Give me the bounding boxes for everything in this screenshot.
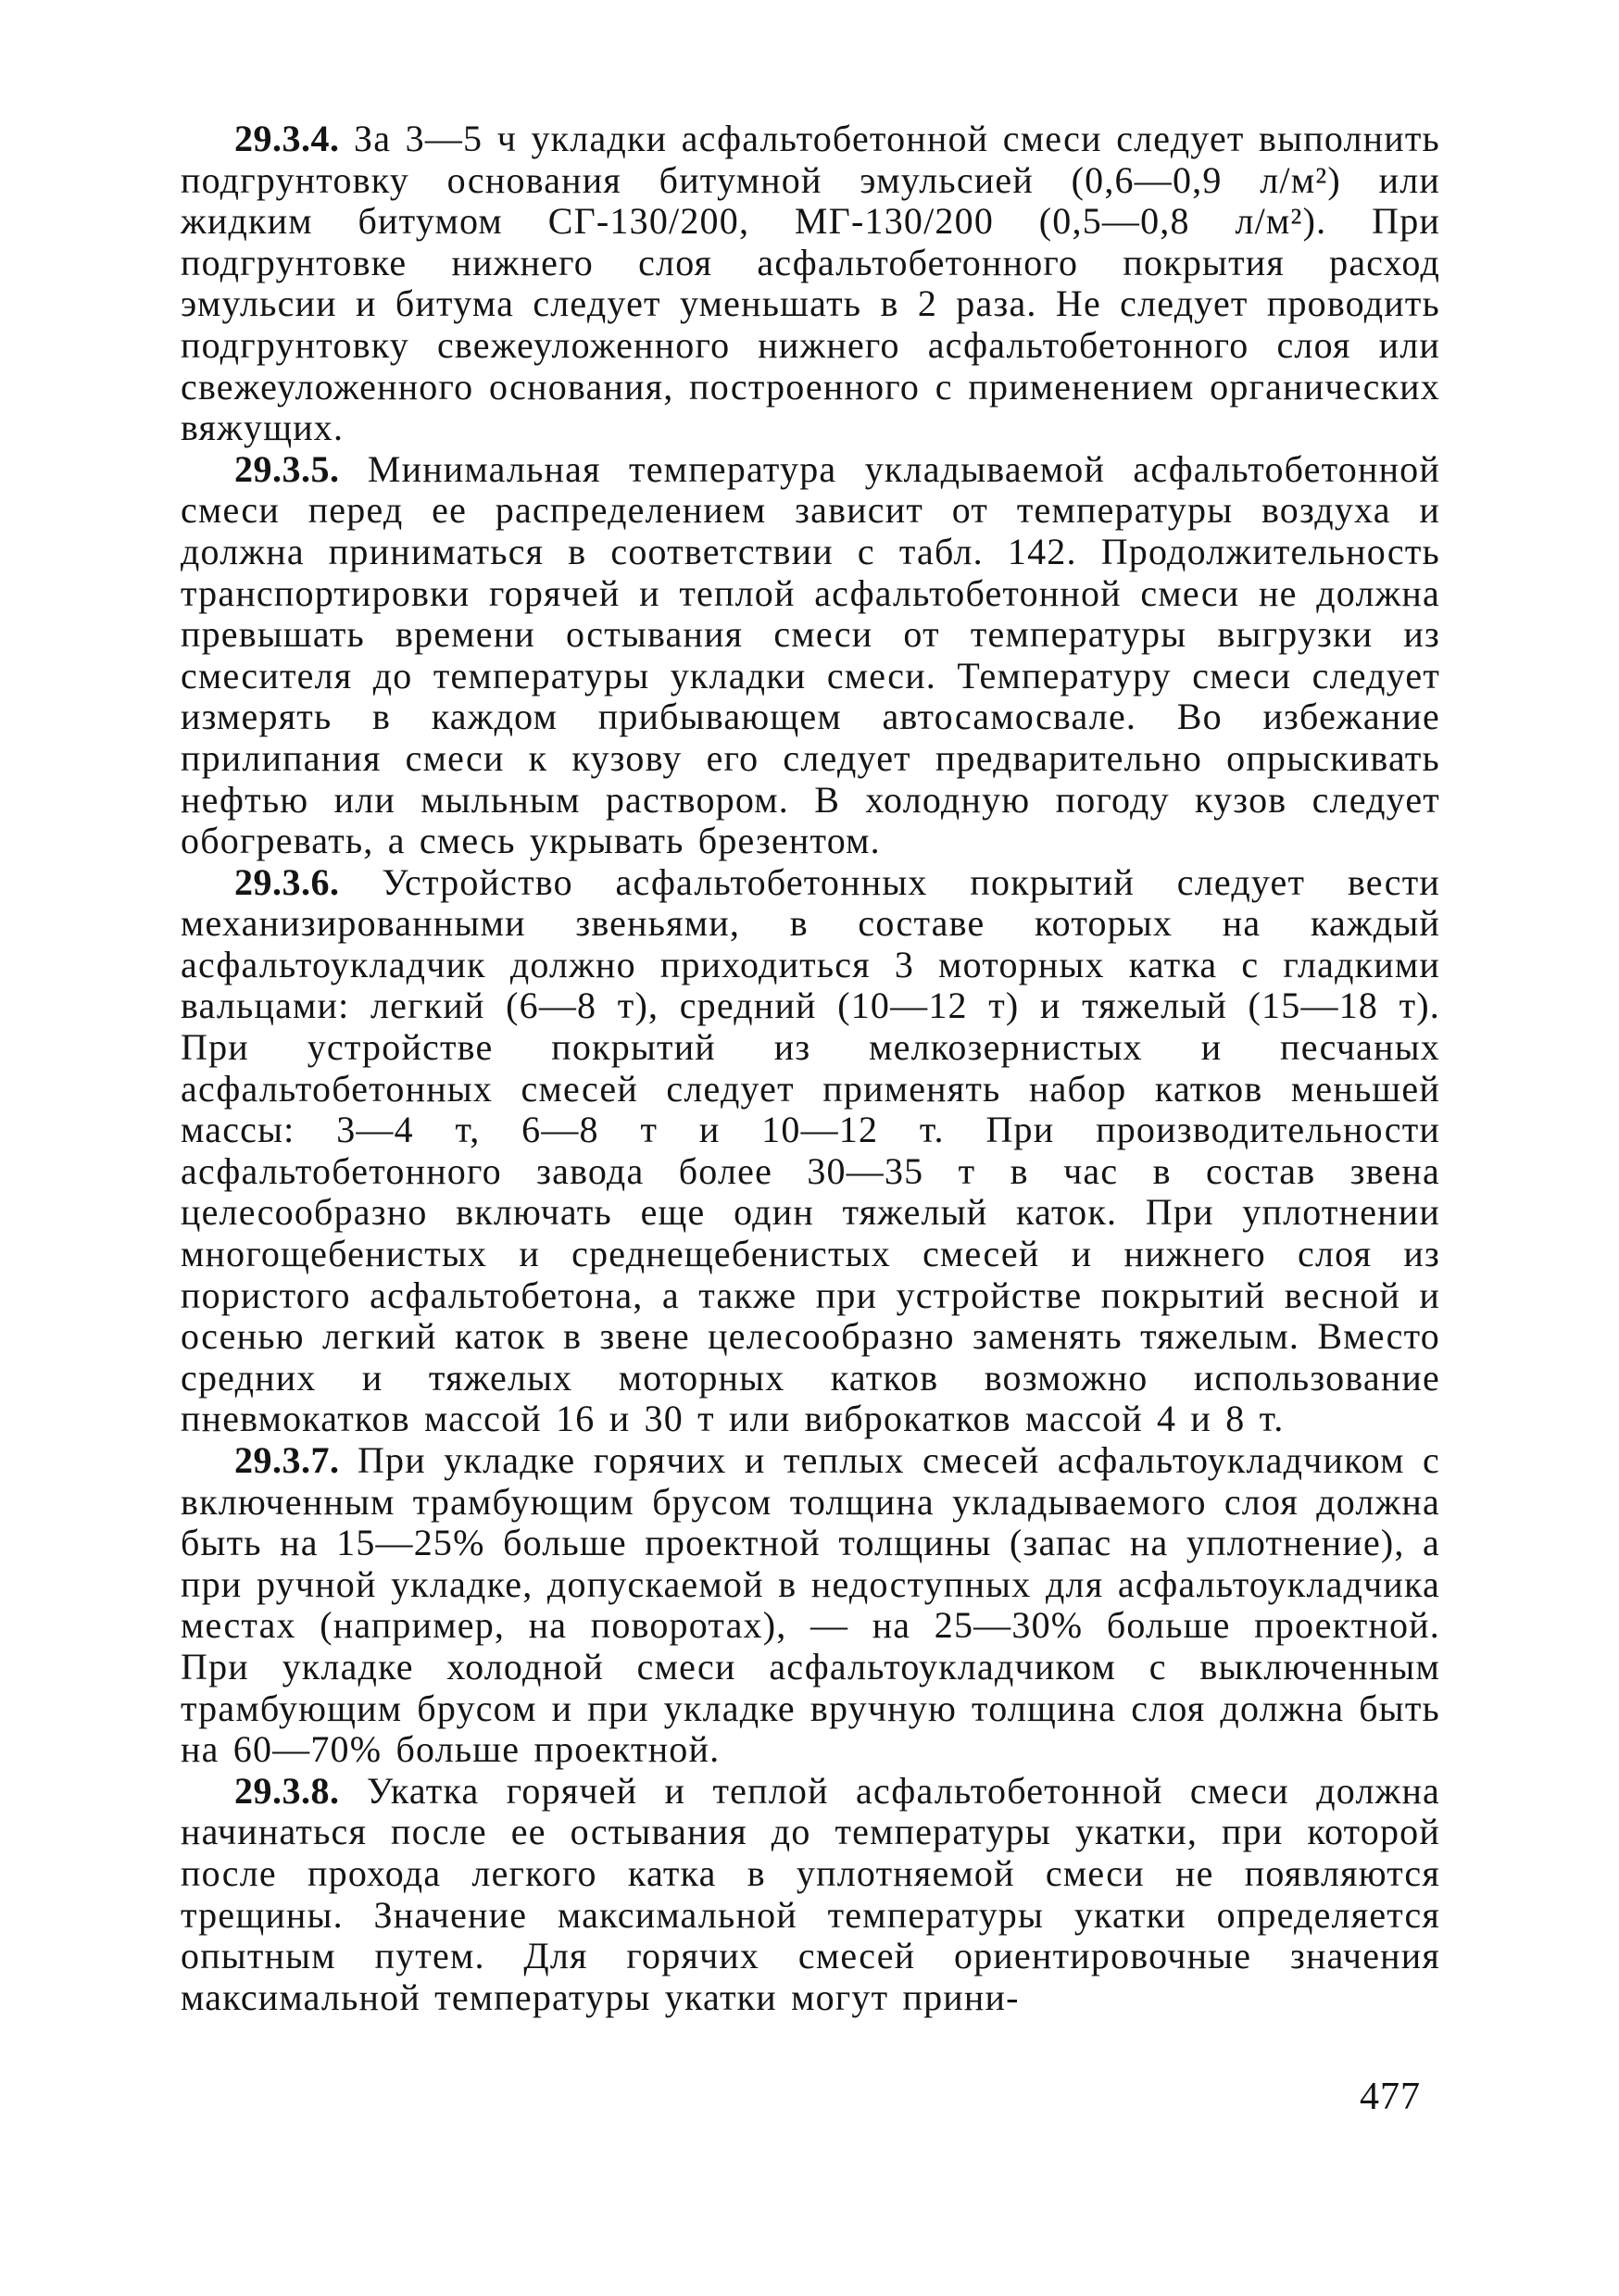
section-number: 29.3.4. <box>234 118 340 159</box>
section-29-3-6 <box>181 862 1440 1440</box>
page-body <box>181 119 1440 2018</box>
section-29-3-8 <box>181 1771 1440 2019</box>
section-29-3-7 <box>181 1440 1440 1771</box>
section-number: 29.3.8. <box>234 1769 340 1812</box>
section-29-3-5 <box>181 449 1440 862</box>
page-number: 477 <box>1360 2076 1421 2118</box>
section-number: 29.3.7. <box>234 1439 340 1481</box>
section-text: Устройство асфальтобетонных покрытий следует вести механизированными звеньями, в составе которых на каждый асфальтоукладчик должно приходиться 3 моторных катка с гладкими вальцами: легкий (6—8 т), средний (10—12 т) и тяжелый (15—18 т). При устройстве покрытий из мелкозернистых и песчаных асфальтобетонных смесей следует применять набор катков меньшей массы: 3—4 т, 6—8 т и 10—12 т. При производительности асфальтобетонного завода более 30—35 т в час в состав звена целесообразно включать еще один тяжелый каток. При уплотнении многощебенистых и среднещебенистых смесей и нижнего слоя из пористого асфальтобетона, а также при устройстве покрытий весной и осенью легкий каток в звене целесообразно заменять тяжелым. Вместо средних и тяжелых моторных катков возможно использование пневмокатков массой 16 и 30 т или виброкатков массой 4 и 8 т. <box>181 860 1440 1440</box>
section-29-3-4 <box>181 119 1440 449</box>
section-text: Укатка горячей и теплой асфальтобетонной смеси должна начинаться после ее остывания до температуры укатки, при которой после прохода легкого катка в уплотняемой смеси не появляются трещины. Значение максимальной температуры укатки определяется опытным путем. Для горячих смесей ориентировочные значения максимальной температуры укатки могут прини- <box>181 1769 1440 2018</box>
section-text: Минимальная температура укладываемой асфальтобетонной смеси перед ее распределением зависит от температуры воздуха и должна приниматься в соответствии с табл. 142. Продолжительность транспортировки горячей и теплой асфальтобетонной смеси не должна превышать времени остывания смеси от температуры выгрузки из смесителя до температуры укладки смеси. Температуру смеси следует измерять в каждом прибывающем автосамосвале. Во избежание прилипания смеси к кузову его следует предварительно опрыскивать нефтью или мыльным раствором. В холодную погоду кузов следует обогревать, а смесь укрывать брезентом. <box>181 447 1440 862</box>
section-number: 29.3.6. <box>234 860 340 903</box>
section-text: При укладке горячих и теплых смесей асфальтоукладчиком с включенным трамбующим брусом толщина укладываемого слоя должна быть на 15—25% больше проектной толщины (запас на уплотнение), а при ручной укладке, допускаемой в недоступных для асфальтоукладчика местах (например, на поворотах), — на 25—30% больше проектной. При укладке холодной смеси асфальтоукладчиком с выключенным трамбующим брусом и при укладке вручную толщина слоя должна быть на 60—70% больше проектной. <box>181 1439 1441 1771</box>
section-text: За 3—5 ч укладки асфальтобетонной смеси следует выполнить подгрунтовку основания битумной эмульсией (0,6—0,9 л/м²) или жидким битумом СГ-130/200, МГ-130/200 (0,5—0,8 л/м²). При подгрунтовке нижнего слоя асфальтобетонного покрытия расход эмульсии и битума следует уменьшать в 2 раза. Не следует проводить подгрунтовку свежеуложенного нижнего асфальтобетонного слоя или свежеуложенного основания, построенного с применением органических вяжущих. <box>181 118 1440 449</box>
section-number: 29.3.5. <box>234 447 340 490</box>
